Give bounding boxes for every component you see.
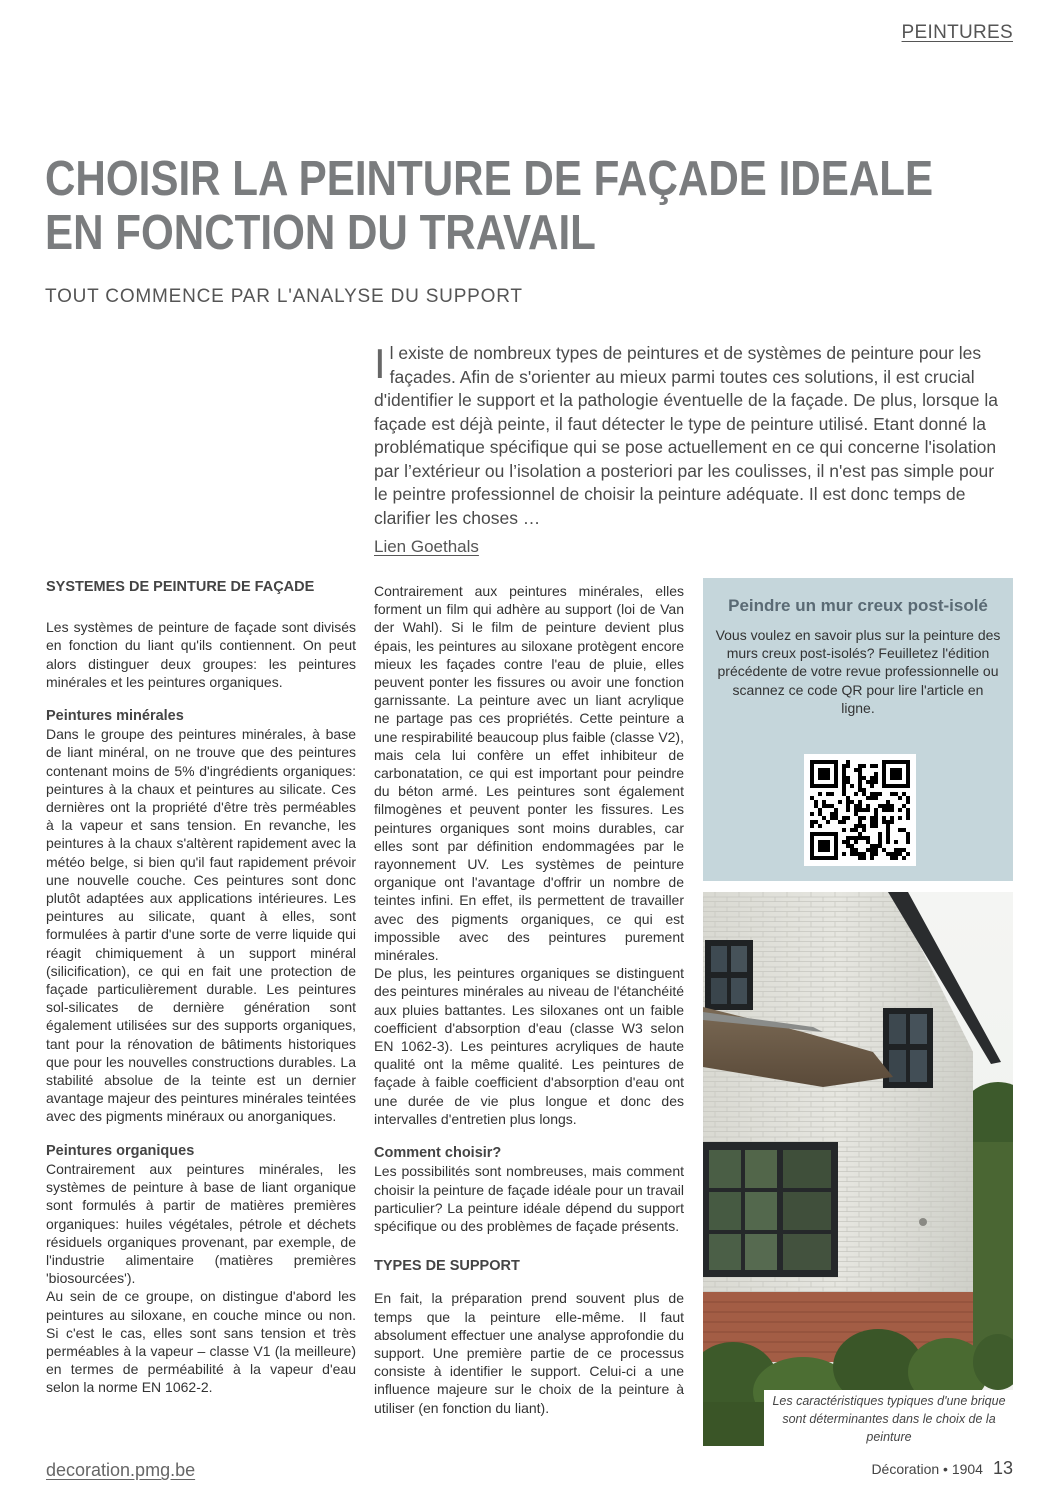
qr-code-graphic <box>804 754 916 866</box>
paragraph: En fait, la préparation prend souvent plus de temps que la peinture elle-même. Il faut absolument effectuer une analyse approfondie du support. Une première partie de ce processus consiste à identifier le support. Celui-ci a une influence majeure sur le choix de la peinture à utiliser (en fonction du liant). <box>374 1290 684 1416</box>
paragraph: Au sein de ce groupe, on distingue d'abord les peintures au siloxane, en couche mince ou non. Si c'est le cas, elles sont sans tension et très perméables à la vapeur – classe V1 (la meilleure) en termes de perméabilité à la vapeur d'eau selon la norme EN 1062-2. <box>46 1288 356 1396</box>
house-photo <box>703 892 1013 1446</box>
sidebar-text: Vous voulez en savoir plus sur la peinture des murs creux post-isolés? Feuilletez l'édition précédente de votre revue professionnelle ou scannez ce code QR pour lire l'article en ligne. <box>715 627 1001 716</box>
intro-text: l existe de nombreux types de peintures et de systèmes de peinture pour les façades. Afin de s'orienter au mieux parmi toutes ces solutions, il est crucial d'identifier le support et la pathologie éventuelle de la façade. De plus, lorsque la façade est déjà peinte, il faut détecter le type de peinture utilisé. Etant donné la problématique spécifique qui se pose actuellement en ce qui concerne l'isolation par l’extérieur ou l’isolation a posteriori par les coulisses, il n'est pas simple pour le peintre professionnel de choisir la peinture adéquate. Il est donc temps de clarifier les choses … <box>374 343 999 528</box>
title-line-1: CHOISIR LA PEINTURE DE FAÇADE IDEALE <box>45 152 934 206</box>
heading-minerales: Peintures minérales <box>46 708 184 725</box>
page-number: 13 <box>992 1458 1013 1478</box>
title-line-2: EN FONCTION DU TRAVAIL <box>45 206 596 260</box>
column-1 <box>46 578 356 1397</box>
heading-organiques: Peintures organiques <box>46 1142 195 1159</box>
section-tag[interactable]: PEINTURES <box>901 22 1013 43</box>
paragraph: Contrairement aux peintures minérales, elles forment un film qui adhère au support (loi de Van der Wahl). Si le film de peinture devient plus épais, les peintures au siloxane protègent encore mieux les façades contre l'eau de pluie, elles peuvent ponter les fissures ou avoir une fonction garnissante. La peinture avec un liant acrylique ne partage pas ces propriétés. Cette peinture a une respirabilité beaucoup plus faible (classe V2), mais cela lui confère un effet inhibiteur de carbonatation, ce qui est important pour peindre du béton armé. Les peintures sont également filmogènes et peuvent ponter les fissures. Les peintures organiques sont moins durables, car elles sont par définition endommagées par le rayonnement UV. Les systèmes de peinture organique ont l'avantage d'offrir un nombre de teintes infini. En effet, ils permettent de travailler avec des pigments organiques, ce qui est impossible avec des peintures purement minérales. <box>374 583 684 964</box>
heading-types-support: TYPES DE SUPPORT <box>374 1258 520 1275</box>
qr-code[interactable] <box>804 754 916 866</box>
issue-label: Décoration • 1904 <box>871 1461 983 1477</box>
sidebar-title: Peindre un mur creux post-isolé <box>728 596 988 615</box>
paragraph: Les systèmes de peinture de façade sont divisés en fonction du liant qu'ils contiennent. On peut alors distinguer deux groupes: les peintures minérales et les peintures organiques. <box>46 619 356 690</box>
house-photo-graphic <box>703 892 1013 1446</box>
paragraph: De plus, les peintures organiques se distinguent des peintures minérales au niveau de l'étanchéité aux pluies battantes. Les siloxanes ont un faible coefficient d'absorption d'eau (classe W3 selon EN 1062-3). Les peintures acryliques de haute qualité ont la même qualité. Les peintures de façade à faible coefficient d'absorption d'eau ont une durée de vie plus longue et donc des intervalles d'entretien plus longs. <box>374 965 684 1127</box>
footer-issue <box>871 1458 1013 1479</box>
heading-systemes: SYSTEMES DE PEINTURE DE FAÇADE <box>46 579 315 595</box>
paragraph: Dans le groupe des peintures minérales, à base de liant minéral, on ne trouve que des peintures contenant moins de 5% d'ingrédients organiques: peintures à la chaux et peintures au silicate. Ces dernières ont la propriété d'être très perméables à la vapeur et sans tension. En revanche, les peintures à la chaux s'altèrent rapidement avec la météo belge, si bien qu'il faut rapidement prévoir une nouvelle couche. Ces peintures sont donc plutôt adaptées aux applications intérieures. Les peintures au silicate, quant à elles, sont formulées à partir d'une sorte de verre liquide qui réagit chimiquement à un support minéral (silicification), ce qui en fait une protection de façade particulièrement durable. Les peintures sol-silicates de dernière génération sont également utilisées sur des supports organiques, tant pour la rénovation de bâtiments historiques que pour les nouvelles constructions durables. La stabilité absolue de la teinte est un dernier avantage majeur des peintures minérales teintées avec des pigments minéraux ou anorganiques. <box>46 726 356 1125</box>
footer-website-link[interactable]: decoration.pmg.be <box>46 1460 196 1480</box>
dropcap: I <box>374 340 386 387</box>
intro-paragraph <box>374 342 1004 530</box>
column-2 <box>374 582 684 1417</box>
heading-comment-choisir: Comment choisir? <box>374 1145 502 1162</box>
article-subtitle: TOUT COMMENCE PAR L'ANALYSE DU SUPPORT <box>45 286 523 307</box>
author-link[interactable]: Lien Goethals <box>374 537 479 556</box>
article-title <box>45 152 1008 260</box>
photo-caption: Les caractéristiques typiques d'une brique sont déterminantes dans le choix de la peinture <box>764 1390 1014 1446</box>
sidebar-box <box>703 578 1013 881</box>
paragraph: Contrairement aux peintures minérales, les systèmes de peinture à base de liant organique sont formulés à partir de matières premières organiques: huiles végétales, pétrole et déchets résiduels organiques provenant, par exemple, de l'industrie alimentaire (matières premières 'biosourcées'). <box>46 1160 356 1287</box>
paragraph: Les possibilités sont nombreuses, mais comment choisir la peinture de façade idéale pour un travail particulier? La peinture idéale dépend du support spécifique ou des problèmes de façade présents. <box>374 1163 684 1234</box>
